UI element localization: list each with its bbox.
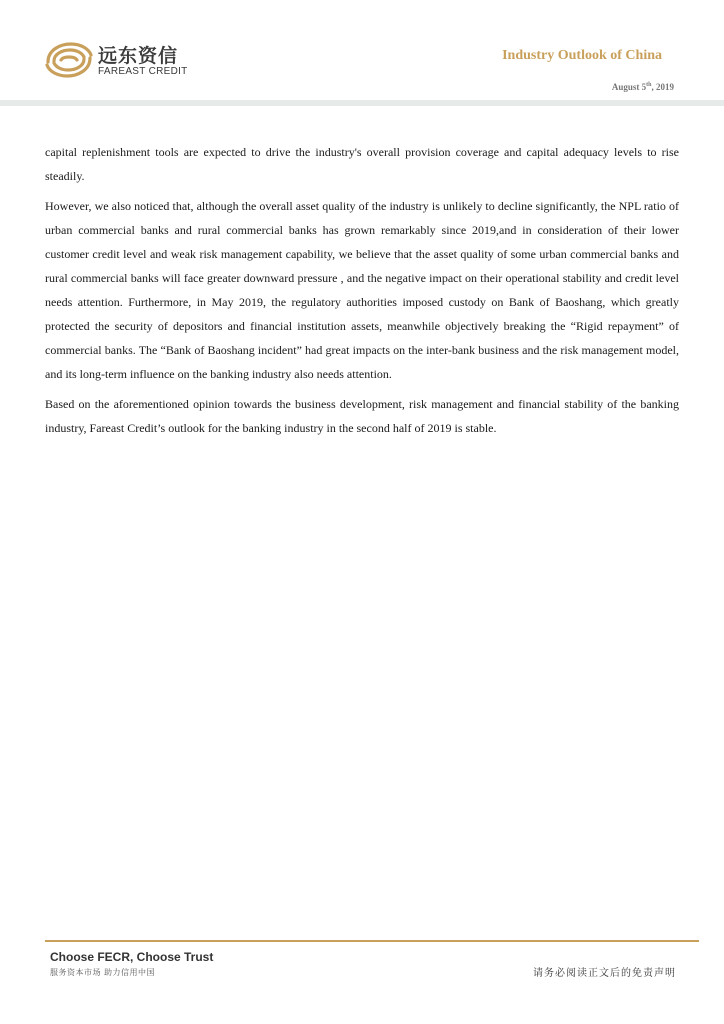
brand-name-cn: 远东资信 (98, 45, 179, 67)
fareast-credit-logo-icon (44, 40, 94, 80)
paragraph: Based on the aforementioned opinion towards the business development, risk management and financial stability of the banking industry, Fareast Credit’s outlook for the banking industry in the second half of 2019 is stable. (45, 397, 679, 435)
footer-slogan-cn: 服务资本市场 助力信用中国 (50, 968, 156, 977)
footer-divider (45, 940, 699, 942)
footer-disclaimer: 请务必阅读正文后的免责声明 (533, 968, 676, 979)
report-date (612, 82, 674, 92)
report-title: Industry Outlook of China (502, 48, 662, 63)
paragraph: capital replenishment tools are expected to drive the industry's overall provision coverage and capital adequacy levels to rise steadily. (45, 145, 679, 183)
footer-slogan: Choose FECR, Choose Trust (50, 950, 214, 964)
header-divider (0, 100, 724, 106)
document-body (45, 140, 679, 446)
date-year: , 2019 (651, 82, 674, 92)
paragraph: However, we also noticed that, although the overall asset quality of the industry is unlikely to decline significantly, the NPL ratio of urban commercial banks and rural commercial banks has grown remarkably since 2019,and in consideration of their lower customer credit level and weak risk management capability, we believe that the asset quality of some urban commercial banks and rural commercial banks will face greater downward pressure , and the negative impact on their operational stability and credit level needs attention. Furthermore, in May 2019, the regulatory authorities imposed custody on Bank of Baoshang, which greatly protected the security of depositors and financial institution assets, meanwhile objectively breaking the “Rigid repayment” of commercial banks. The “Bank of Baoshang incident” had great impacts on the inter-bank business and the risk management model, and its long-term influence on the banking industry also needs attention. (45, 199, 679, 381)
date-ordinal: th (646, 82, 652, 88)
date-month-day: August 5 (611, 82, 647, 92)
page-header (0, 0, 724, 108)
brand-name-en: FAREAST CREDIT (98, 66, 188, 77)
